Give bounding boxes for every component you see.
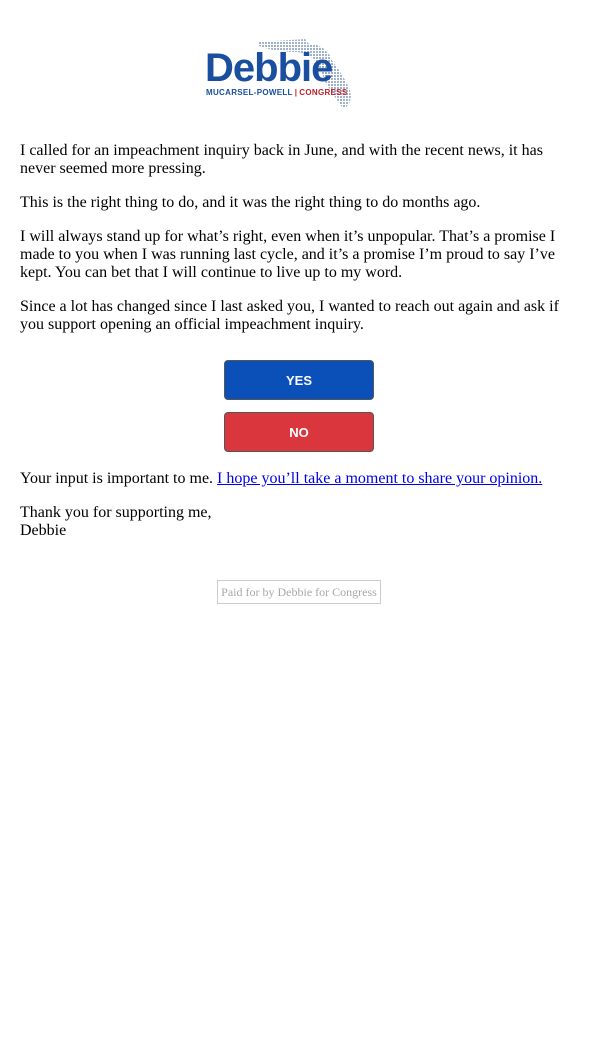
share-opinion-link[interactable]: I hope you’ll take a moment to share your opinion.	[217, 470, 543, 487]
campaign-logo	[205, 36, 355, 112]
logo-separator: |	[294, 88, 298, 97]
yes-button[interactable]: YES	[224, 360, 374, 400]
signoff-thanks: Thank you for supporting me,	[20, 504, 212, 521]
signoff-name: Debbie	[20, 522, 67, 539]
paid-for-disclaimer: Paid for by Debbie for Congress	[217, 580, 381, 604]
paragraph-promise: I will always stand up for what’s right, even when it’s unpopular. That’s a promise I made to you when I was running last cycle, and it’s a promise I’m proud to say I’ve kept. You can bet that I will continue to live up to my word.	[20, 228, 556, 281]
paragraph-impeachment-call: I called for an impeachment inquiry back in June, and with the recent news, it has never seemed more pressing.	[20, 142, 543, 177]
logo-header	[0, 36, 560, 112]
no-button[interactable]: NO	[224, 412, 374, 452]
signoff	[20, 504, 572, 540]
paragraph-right-thing: This is the right thing to do, and it was the right thing to do months ago.	[20, 194, 481, 211]
paragraph-input	[20, 470, 572, 488]
paragraph-ask: Since a lot has changed since I last asked you, I wanted to reach out again and ask if you support opening an official impeachment inquiry.	[20, 298, 559, 333]
logo-office: CONGRESS	[299, 88, 348, 97]
logo-surname: MUCARSEL-POWELL	[206, 88, 293, 97]
logo-name: Debbie	[205, 46, 333, 90]
input-lead-text: Your input is important to me.	[20, 470, 214, 487]
logo-subtitle	[206, 88, 347, 97]
